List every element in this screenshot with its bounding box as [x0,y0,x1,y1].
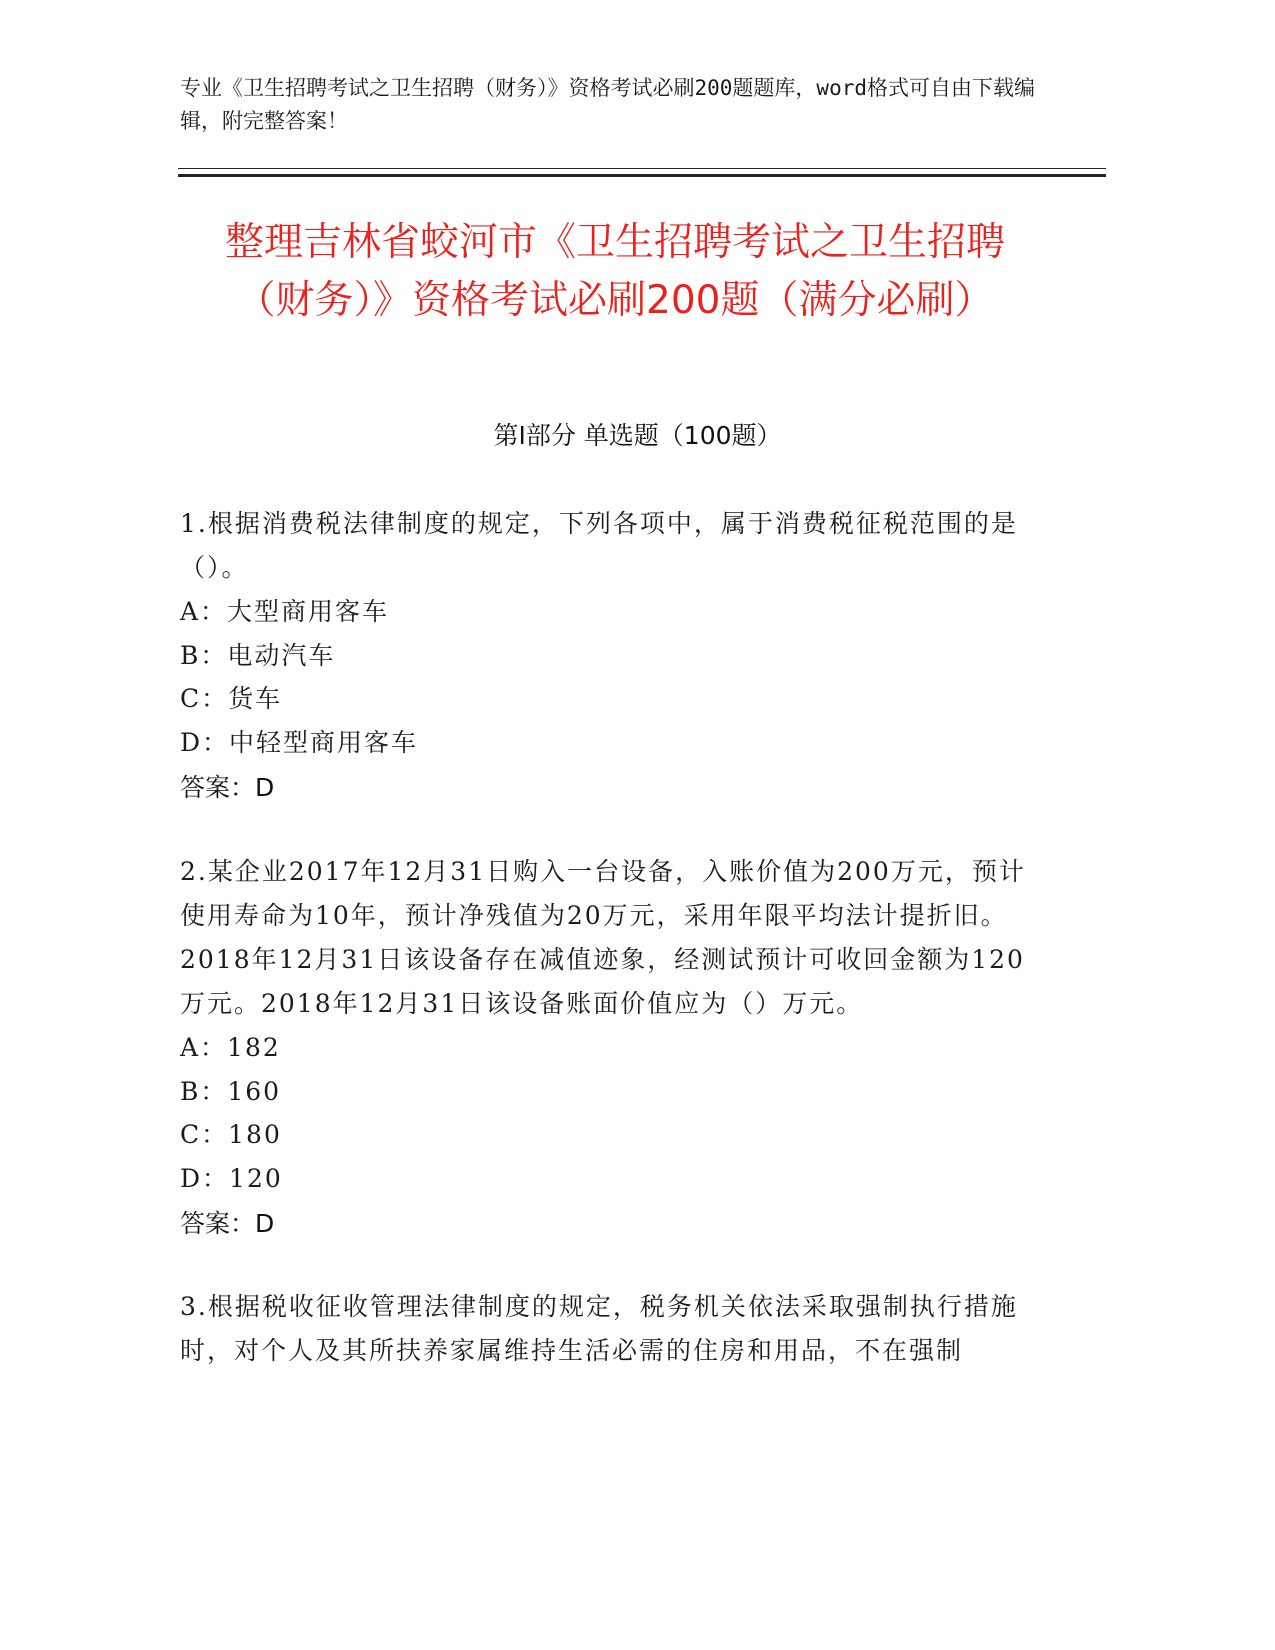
header-divider-thin [178,168,1106,169]
document-title: 整理吉林省蛟河市《卫生招聘考试之卫生招聘（财务）》资格考试必刷200题（满分必刷） [224,220,1005,323]
question-stem: 3.根据税收征收管理法律制度的规定，税务机关依法采取强制执行措施时，对个人及其所扶养家属维持生活必需的住房和用品，不在强制 [180,1292,1018,1365]
question-3 [180,1285,1040,1373]
header-divider-thick [178,174,1106,177]
section-heading: 第Ⅰ部分 单选题（100题） [493,421,782,450]
header-note: 专业《卫生招聘考试之卫生招聘（财务）》资格考试必刷200题题库，word格式可自由下载编辑，附完整答案！ [180,76,1035,133]
option-a: A：大型商用客车 [180,597,390,626]
question-stem: 2.某企业2017年12月31日购入一台设备，入账价值为200万元，预计使用寿命为10年，预计净残值为20万元，采用年限平均法计提折旧。2018年12月31日该设备存在减值迹象，经测试预计可收回金额为120万元。2018年12月31日该设备账面价值应为（）万元。 [180,857,1026,1018]
option-c: C：货车 [180,684,283,713]
answer-label: 答案：D [180,773,275,802]
option-d: D：中轻型商用客车 [180,727,419,757]
option-c: C：180 [180,1120,282,1149]
question-stem: 1.根据消费税法律制度的规定，下列各项中，属于消费税征税范围的是（）。 [180,509,1018,582]
option-a: A：182 [180,1033,281,1062]
question-2 [180,850,1040,1246]
answer-label: 答案：D [180,1209,275,1238]
option-d: D：120 [180,1163,283,1193]
option-b: B：电动汽车 [180,640,336,670]
question-1 [180,502,1040,810]
option-b: B：160 [180,1076,282,1106]
